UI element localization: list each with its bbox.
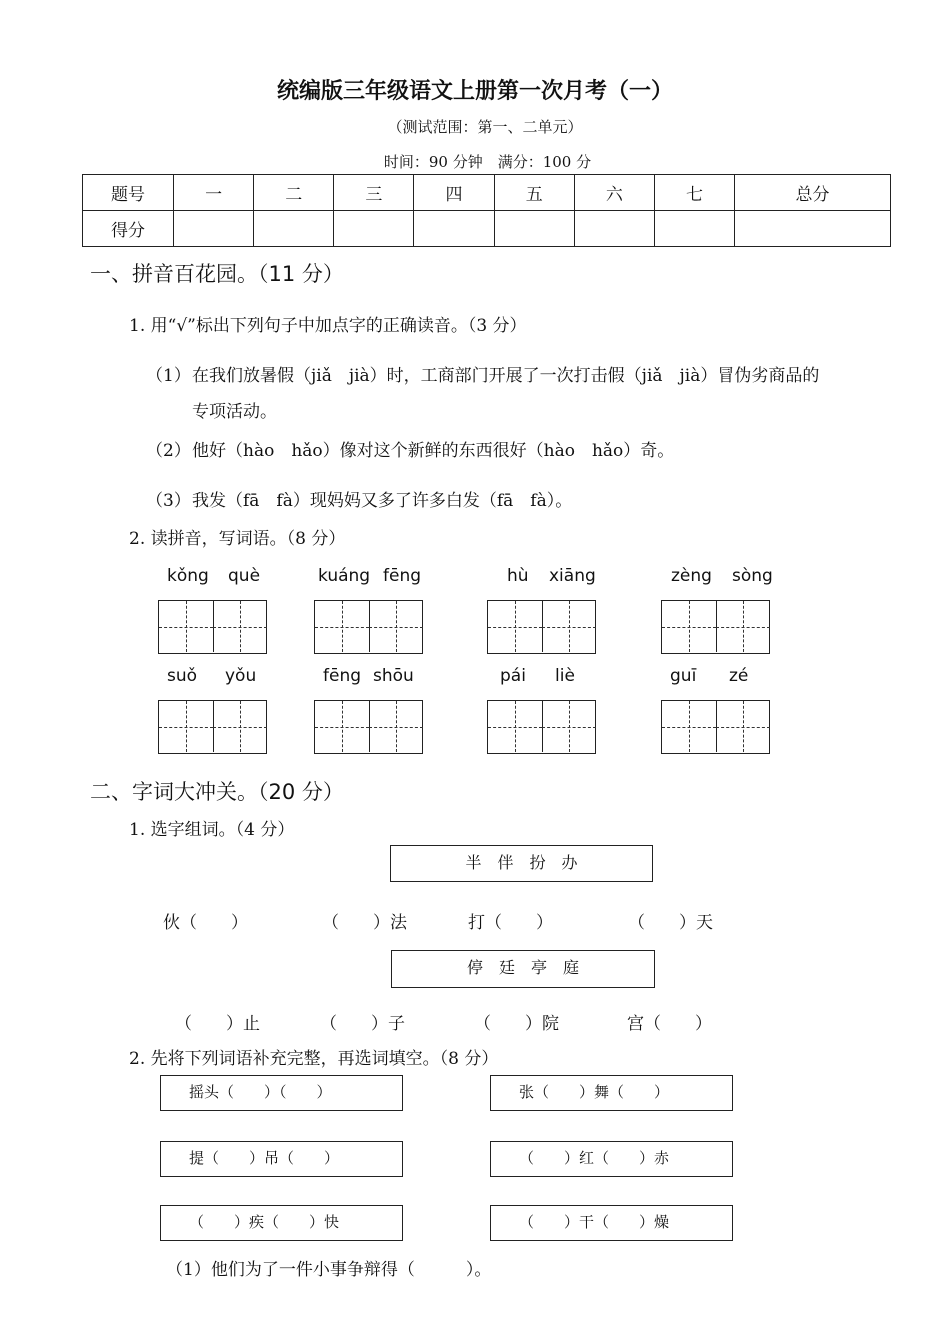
- fill-blank-word[interactable]: （ ）止: [175, 1014, 260, 1034]
- page-title: 统编版三年级语文上册第一次月考（一）: [276, 79, 673, 104]
- fill-blank-word[interactable]: （ ）子: [320, 1014, 405, 1034]
- writing-grid[interactable]: [661, 600, 770, 654]
- score-cell[interactable]: [414, 211, 494, 247]
- table-header-cell: 四: [414, 175, 494, 211]
- table-header-cell: 三: [334, 175, 414, 211]
- fill-in-sentence[interactable]: （1）他们为了一件小事争辩得（ ）。: [166, 1260, 492, 1280]
- pinyin-syllable: guī: [670, 666, 697, 686]
- idiom-box[interactable]: 摇头（ ）（ ）: [160, 1075, 403, 1111]
- writing-grid[interactable]: [487, 700, 596, 754]
- question-2-2-prompt: 2. 先将下列词语补充完整，再选词填空。（8 分）: [129, 1049, 499, 1069]
- pinyin-syllable: què: [228, 566, 261, 586]
- time-and-score: 时间：90 分钟 满分：100 分: [383, 153, 592, 171]
- writing-grid[interactable]: [487, 600, 596, 654]
- section-1-heading: 一、拼音百花园。（11 分）: [90, 262, 344, 286]
- pinyin-syllable: yǒu: [225, 666, 257, 686]
- item-number: （1）: [146, 366, 191, 386]
- table-header-cell: 二: [254, 175, 334, 211]
- table-header-cell: 总分: [735, 175, 891, 211]
- fill-blank-word[interactable]: （ ）院: [474, 1014, 559, 1034]
- fill-blank-word[interactable]: 伙（ ）: [163, 913, 248, 933]
- item-number: （3）: [146, 491, 191, 511]
- idiom-box[interactable]: 提（ ）吊（ ）: [160, 1141, 403, 1177]
- character-choice-box: 半 伴 扮 办: [390, 845, 653, 882]
- pinyin-syllable: zé: [729, 666, 749, 686]
- pinyin-syllable: hù: [507, 566, 529, 586]
- score-table-header-row: [83, 175, 891, 211]
- pinyin-syllable: liè: [555, 666, 575, 686]
- item-text: 在我们放暑假（jiǎ jià）时，工商部门开展了一次打击假（jiǎ jià）冒伪劣商品的: [192, 366, 820, 386]
- pinyin-syllable: suǒ: [167, 666, 198, 686]
- score-table: [82, 174, 891, 247]
- writing-grid[interactable]: [661, 700, 770, 754]
- table-header-cell: 七: [654, 175, 734, 211]
- fill-blank-word[interactable]: （ ）法: [322, 913, 407, 933]
- pinyin-syllable: fēng: [323, 666, 362, 686]
- score-cell[interactable]: [574, 211, 654, 247]
- idiom-box[interactable]: （ ）疾（ ）快: [160, 1205, 403, 1241]
- item-number: （2）: [146, 441, 191, 461]
- pinyin-syllable: pái: [500, 666, 526, 686]
- writing-grid[interactable]: [314, 600, 423, 654]
- score-cell[interactable]: [654, 211, 734, 247]
- score-cell[interactable]: [254, 211, 334, 247]
- writing-grid[interactable]: [314, 700, 423, 754]
- pinyin-syllable: kǒng: [167, 566, 209, 586]
- table-header-cell: 一: [174, 175, 254, 211]
- idiom-box[interactable]: （ ）红（ ）赤: [490, 1141, 733, 1177]
- fill-blank-word[interactable]: （ ）天: [628, 913, 713, 933]
- writing-grid[interactable]: [158, 600, 267, 654]
- test-scope: （测试范围：第一、二单元）: [387, 118, 583, 136]
- score-table-score-row: [83, 211, 891, 247]
- score-cell[interactable]: [174, 211, 254, 247]
- idiom-box[interactable]: 张（ ）舞（ ）: [490, 1075, 733, 1111]
- item-text-continued: 专项活动。: [192, 402, 277, 422]
- table-header-cell: 五: [494, 175, 574, 211]
- fill-blank-word[interactable]: 打（ ）: [468, 913, 553, 933]
- score-cell[interactable]: [494, 211, 574, 247]
- table-row-label: 得分: [83, 211, 174, 247]
- idiom-box[interactable]: （ ）干（ ）燥: [490, 1205, 733, 1241]
- fill-blank-word[interactable]: 宫（ ）: [627, 1014, 712, 1034]
- character-choice-box: 停 廷 亭 庭: [391, 950, 655, 988]
- item-text: 我发（fā fà）现妈妈又多了许多白发（fā fà）。: [192, 491, 573, 511]
- question-1-1-prompt: 1. 用“√”标出下列句子中加点字的正确读音。（3 分）: [129, 316, 527, 336]
- writing-grid[interactable]: [158, 700, 267, 754]
- pinyin-syllable: zèng: [671, 566, 712, 586]
- table-header-cell: 六: [574, 175, 654, 211]
- table-header-cell: 题号: [83, 175, 174, 211]
- score-cell[interactable]: [334, 211, 414, 247]
- pinyin-syllable: xiāng: [549, 566, 596, 586]
- score-cell[interactable]: [735, 211, 891, 247]
- question-1-2-prompt: 2. 读拼音，写词语。（8 分）: [129, 529, 346, 549]
- section-2-heading: 二、字词大冲关。（20 分）: [90, 780, 344, 804]
- pinyin-syllable: sòng: [732, 566, 773, 586]
- item-text: 他好（hào hǎo）像对这个新鲜的东西很好（hào hǎo）奇。: [192, 441, 675, 461]
- question-2-1-prompt: 1. 选字组词。（4 分）: [129, 820, 295, 840]
- pinyin-syllable: shōu: [373, 666, 414, 686]
- pinyin-syllable: fēng: [383, 566, 422, 586]
- pinyin-syllable: kuáng: [318, 566, 371, 586]
